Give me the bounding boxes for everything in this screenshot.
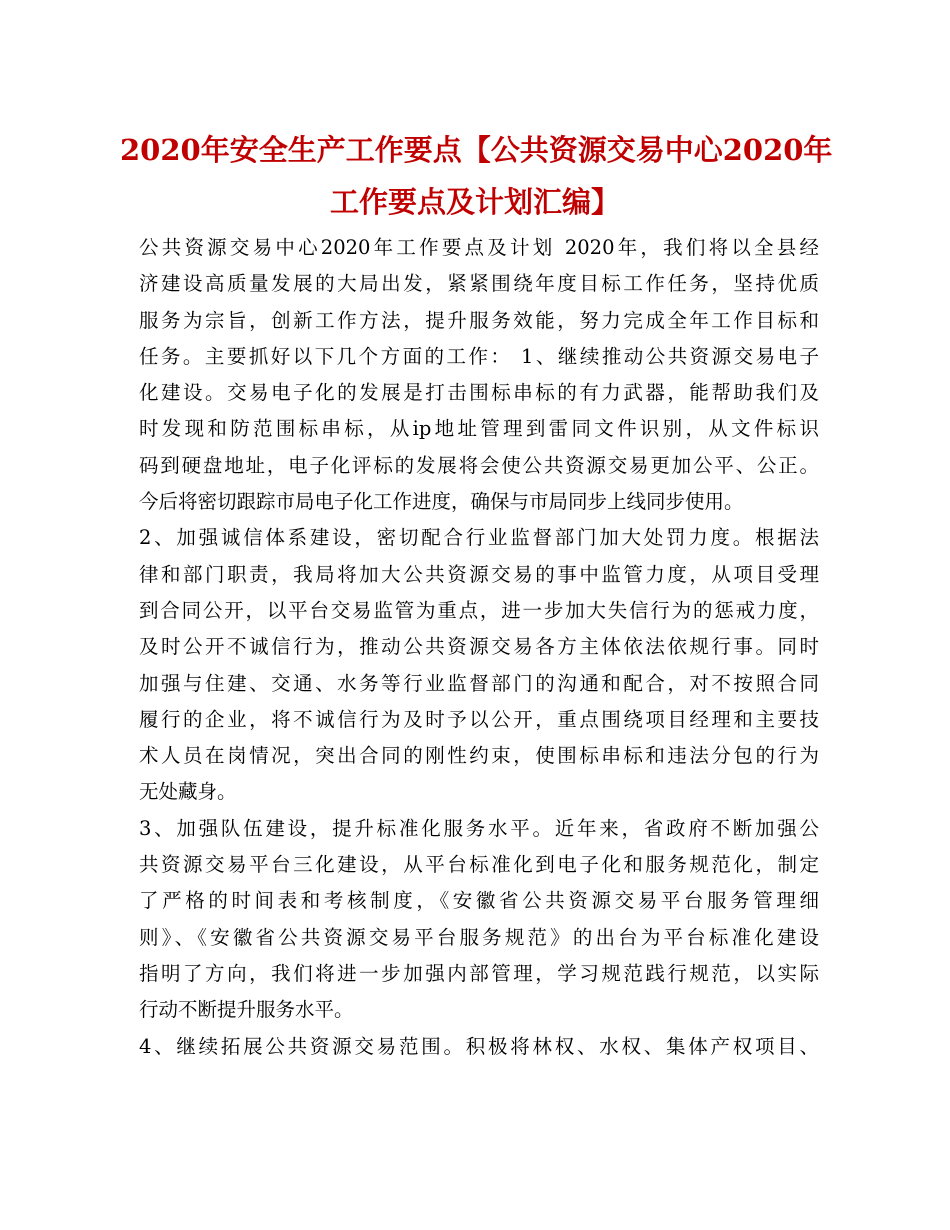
title-line-1: 2020年安全生产工作要点【公共资源交易中心2020年 xyxy=(120,133,833,167)
body-line: 今后将密切跟踪市局电子化工作进度，确保与市局同步上线同步使用。 xyxy=(139,490,744,514)
body-line: 到合同公开，以平台交易监管为重点，进一步加大失信行为的惩戒力度， xyxy=(139,598,819,622)
body-line: 律和部门职责，我局将加大公共资源交易的事中监管力度，从项目受理 xyxy=(139,562,819,586)
body-line: 共资源交易平台三化建设，从平台标准化到电子化和服务规范化，制定 xyxy=(139,853,819,877)
body-line: 及时公开不诚信行为，推动公共资源交易各方主体依法依规行事。同时 xyxy=(139,635,819,659)
body-line: 3、加强队伍建设，提升标准化服务水平。近年来，省政府不断加强公 xyxy=(139,816,819,840)
body-line: 了严格的时间表和考核制度，《安徽省公共资源交易平台服务管理细 xyxy=(139,889,819,913)
document-body xyxy=(139,230,819,1065)
body-line: 济建设高质量发展的大局出发，紧紧围绕年度目标工作任务，坚持优质 xyxy=(139,272,819,296)
body-line: 指明了方向，我们将进一步加强内部管理，学习规范践行规范，以实际 xyxy=(139,961,819,985)
body-line: 无处藏身。 xyxy=(139,780,237,804)
body-line: 服务为宗旨，创新工作方法，提升服务效能，努力完成全年工作目标和 xyxy=(139,308,819,332)
body-line: 2、加强诚信体系建设，密切配合行业监督部门加大处罚力度。根据法 xyxy=(139,526,819,550)
body-line: 码到硬盘地址，电子化评标的发展将会使公共资源交易更加公平、公正。 xyxy=(139,453,819,477)
body-line: 术人员在岗情况，突出合同的刚性约束，使围标串标和违法分包的行为 xyxy=(139,744,819,768)
body-line: 时发现和防范围标串标，从ip地址管理到雷同文件识别，从文件标识 xyxy=(139,417,819,441)
body-line: 行动不断提升服务水平。 xyxy=(139,998,354,1022)
body-line: 化建设。交易电子化的发展是打击围标串标的有力武器，能帮助我们及 xyxy=(139,381,819,405)
body-line: 公共资源交易中心2020年工作要点及计划 2020年，我们将以全县经 xyxy=(139,236,819,259)
body-line: 4、继续拓展公共资源交易范围。积极将林权、水权、集体产权项目、 xyxy=(139,1034,819,1058)
body-line: 履行的企业，将不诚信行为及时予以公开，重点围绕项目经理和主要技 xyxy=(139,707,819,731)
body-line: 任务。主要抓好以下几个方面的工作： 1、继续推动公共资源交易电子 xyxy=(139,344,819,368)
title-line-2: 工作要点及计划汇编】 xyxy=(329,185,620,219)
document-title xyxy=(120,124,833,228)
body-line: 加强与住建、交通、水务等行业监督部门的沟通和配合，对不按照合同 xyxy=(139,671,819,695)
body-line: 则》、《安徽省公共资源交易平台服务规范》的出台为平台标准化建设 xyxy=(139,925,819,949)
